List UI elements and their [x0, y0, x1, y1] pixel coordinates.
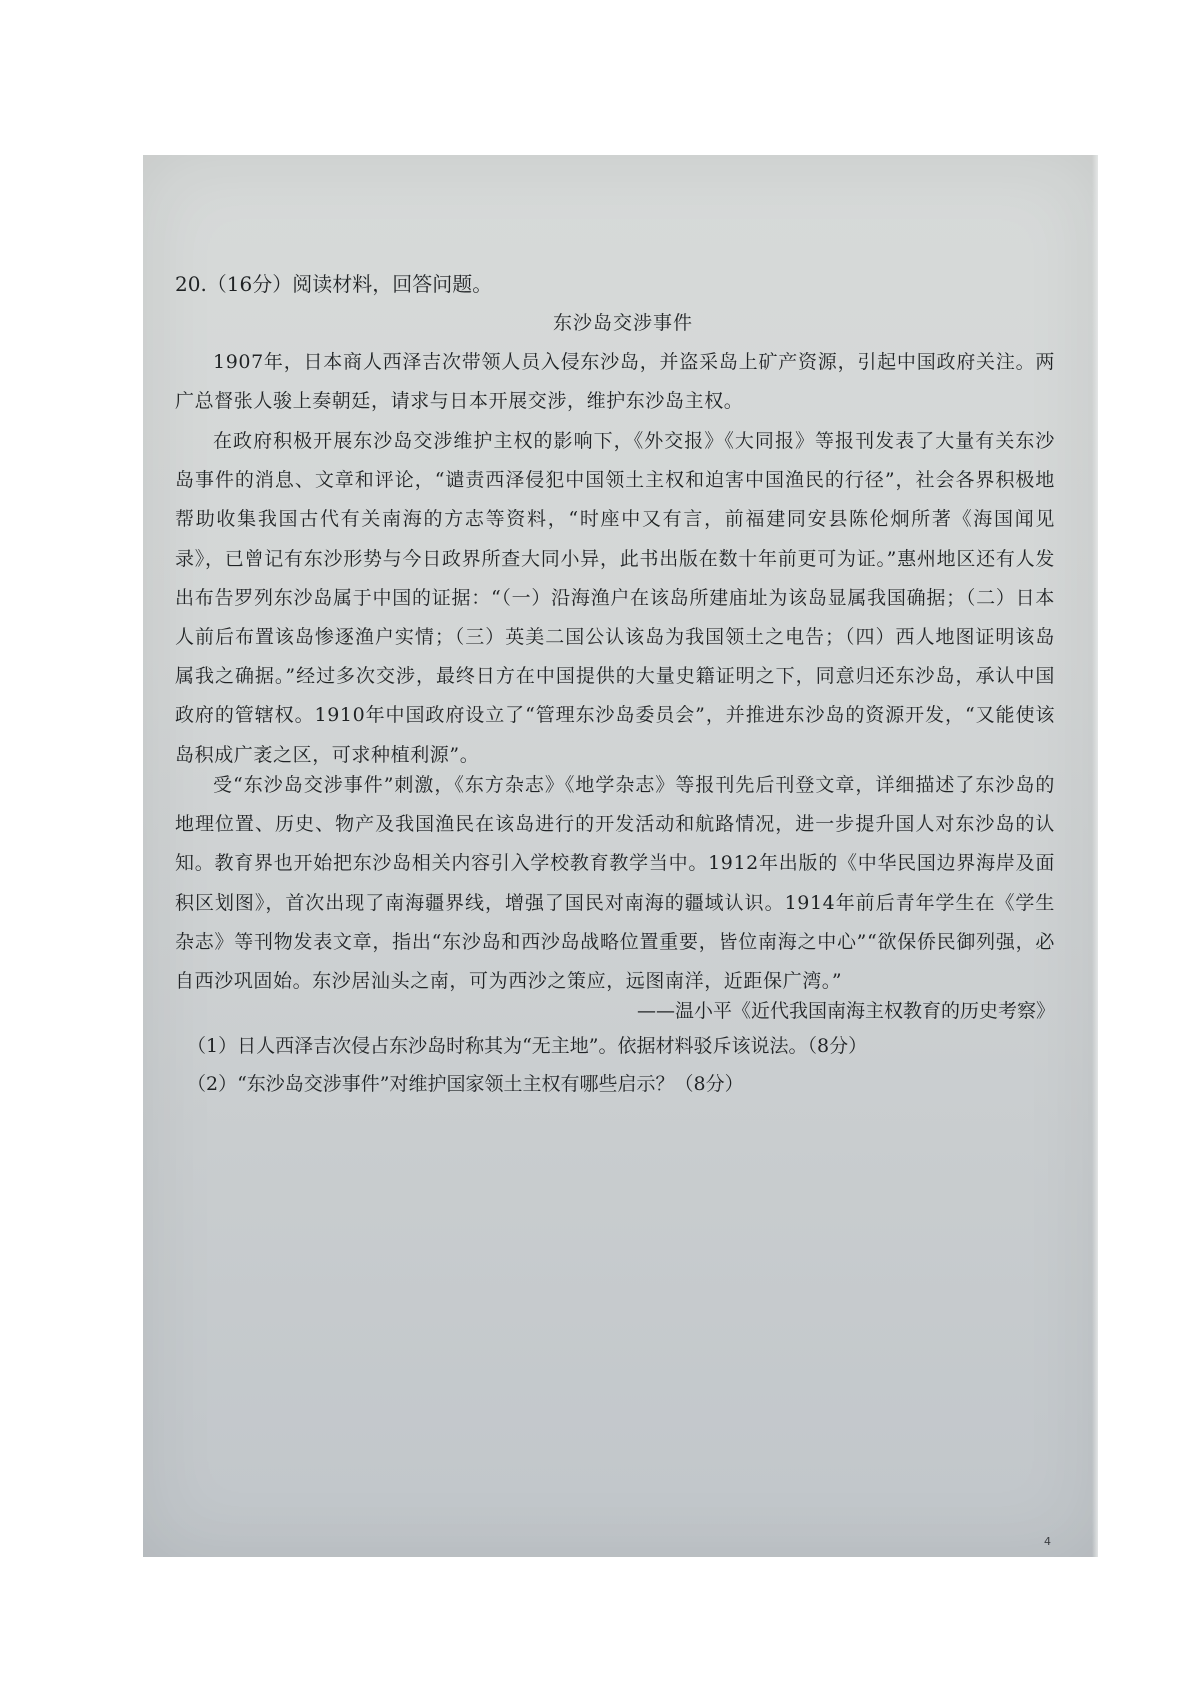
article-title: 东沙岛交涉事件 [552, 312, 693, 334]
page-number: 4 [1044, 1535, 1051, 1548]
sub-question-1: （1）日人西泽吉次侵占东沙岛时称其为“无主地”。依据材料驳斥该说法。（8分） [187, 1035, 868, 1057]
material-paragraph-3: 受“东沙岛交涉事件”刺激，《东方杂志》《地学杂志》等报刊先后刊登文章，详细描述了东沙岛的地理位置、历史、物产及我国渔民在该岛进行的开发活动和航路情况，进一步提升国人对东沙岛的认知。教育界也开始把东沙岛相关内容引入学校教育教学当中。1912年出版的《中华民国边界海岸及面积区划图》，首次出现了南海疆界线，增强了国民对南海的疆域认识。1914年前后青年学生在《学生杂志》等刊物发表文章，指出“东沙岛和西沙岛战略位置重要，皆位南海之中心”“欲保侨民御列强，必自西沙巩固始。东沙居汕头之南，可为西沙之策应，远图南洋，近距保广湾。” [175, 774, 1055, 993]
material-paragraph-1: 1907年，日本商人西泽吉次带领人员入侵东沙岛，并盗采岛上矿产资源，引起中国政府关注。两广总督张人骏上奏朝廷，请求与日本开展交涉，维护东沙岛主权。 [175, 351, 1055, 413]
source-citation: ——温小平《近代我国南海主权教育的历史考察》 [636, 1000, 1055, 1022]
material-paragraph-2: 在政府积极开展东沙岛交涉维护主权的影响下，《外交报》《大同报》等报刊发表了大量有关东沙岛事件的消息、文章和评论，“谴责西泽侵犯中国领土主权和迫害中国渔民的行径”，社会各界积极地帮助收集我国古代有关南海的方志等资料，“时座中又有言，前福建同安县陈伦炯所著《海国闻见录》，已曾记有东沙形势与今日政界所查大同小异，此书出版在数十年前更可为证。”惠州地区还有人发出布告罗列东沙岛属于中国的证据：“（一）沿海渔户在该岛所建庙址为该岛显属我国确据；（二）日本人前后布置该岛惨逐渔户实情；（三）英美二国公认该岛为我国领土之电告；（四）西人地图证明该岛属我之确据。”经过多次交涉，最终日方在中国提供的大量史籍证明之下，同意归还东沙岛，承认中国政府的管辖权。1910年中国政府设立了“管理东沙岛委员会”，并推进东沙岛的资源开发，“又能使该岛积成广袤之区，可求种植利源”。 [175, 430, 1055, 766]
question-header: 20.（16分）阅读材料，回答问题。 [175, 272, 493, 296]
sub-question-2: （2）“东沙岛交涉事件”对维护国家领土主权有哪些启示？（8分） [187, 1073, 744, 1095]
